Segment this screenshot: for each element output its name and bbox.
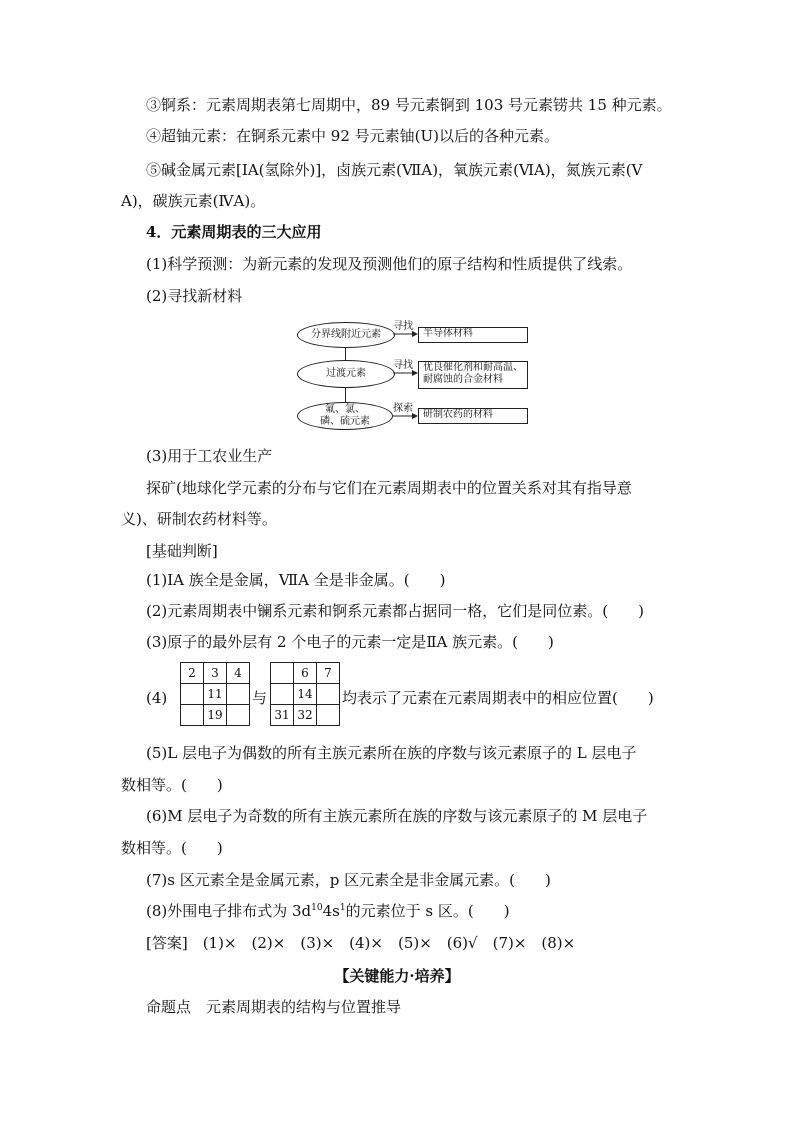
text-line: ④超铀元素：在锕系元素中 92 号元素铀(U)以后的各种元素。 bbox=[146, 127, 559, 145]
grid-cell: 19 bbox=[204, 705, 227, 726]
grid-cell bbox=[317, 705, 340, 726]
grid-cell: 14 bbox=[294, 684, 317, 705]
section-title: 【关键能力·培养】 bbox=[334, 967, 460, 985]
text-line: 探矿(地球化学元素的分布与它们在元素周期表中的位置关系对其有指导意 bbox=[146, 479, 632, 497]
grid-cell: 2 bbox=[181, 663, 204, 684]
diagram-target: 半导体材料 bbox=[418, 327, 528, 343]
periodic-grid-right bbox=[270, 662, 340, 726]
question-4-prefix: (4) bbox=[146, 689, 168, 707]
grid-cell bbox=[271, 684, 294, 705]
q8-text: 4s bbox=[322, 902, 340, 920]
topic-heading: 命题点 元素周期表的结构与位置推导 bbox=[146, 998, 402, 1016]
text-line: (1)科学预测：为新元素的发现及预测他们的原子结构和性质提供了线索。 bbox=[146, 255, 633, 273]
question-1: (1)ⅠA 族全是金属，ⅦA 全是非金属。( ) bbox=[146, 571, 446, 589]
question-3: (3)原子的最外层有 2 个电子的元素一定是ⅡA 族元素。( ) bbox=[146, 633, 554, 651]
text-line: A)，碳族元素(ⅣA)。 bbox=[121, 192, 266, 210]
text-line: ③锕系：元素周期表第七周期中，89 号元素锕到 103 号元素铹共 15 种元素。 bbox=[146, 96, 672, 114]
grid-cell: 3 bbox=[204, 663, 227, 684]
diagram-node: 过渡元素 bbox=[297, 360, 395, 388]
diagram-target: 研制农药的材料 bbox=[418, 408, 528, 424]
question-8 bbox=[146, 901, 510, 921]
grid-cell: 11 bbox=[204, 684, 227, 705]
connector-line bbox=[345, 386, 346, 402]
question-6: (6)M 层电子为奇数的所有主族元素所在族的序数与该元素原子的 M 层电子 bbox=[146, 807, 648, 825]
grid-cell: 6 bbox=[294, 663, 317, 684]
text-line: (2)寻找新材料 bbox=[146, 287, 243, 305]
arrow-label: 寻找 bbox=[393, 321, 413, 332]
text-line: 义)、研制农药材料等。 bbox=[121, 510, 277, 528]
q8-superscript: 1 bbox=[339, 903, 346, 913]
question-5-cont: 数相等。( ) bbox=[121, 776, 223, 794]
periodic-grid-left bbox=[180, 662, 250, 726]
judge-title: [基础判断] bbox=[146, 542, 218, 560]
grid-cell bbox=[271, 663, 294, 684]
grid-cell: 7 bbox=[317, 663, 340, 684]
grid-cell: 32 bbox=[294, 705, 317, 726]
connector-line bbox=[345, 346, 346, 360]
text-line: (3)用于工农业生产 bbox=[146, 447, 273, 465]
q8-superscript: 10 bbox=[311, 903, 323, 913]
grid-cell bbox=[227, 684, 250, 705]
grid-cell bbox=[181, 684, 204, 705]
question-6-cont: 数相等。( ) bbox=[121, 839, 223, 857]
arrow-label: 寻找 bbox=[393, 360, 413, 371]
q8-text: 的元素位于 s 区。( ) bbox=[345, 902, 510, 920]
q8-text: (8)外围电子排布式为 3d bbox=[146, 902, 312, 920]
diagram-node: 氟、氯、磷、硫元素 bbox=[297, 402, 393, 430]
section-heading: 4．元素周期表的三大应用 bbox=[146, 223, 322, 241]
grid-cell bbox=[227, 705, 250, 726]
question-4-suffix: 均表示了元素在元素周期表中的相应位置( ) bbox=[342, 689, 654, 707]
question-2: (2)元素周期表中镧系元素和锕系元素都占据同一格，它们是同位素。( ) bbox=[146, 602, 644, 620]
grid-cell: 4 bbox=[227, 663, 250, 684]
question-7: (7)s 区元素全是金属元素，p 区元素全是非金属元素。( ) bbox=[146, 871, 551, 889]
grid-cell bbox=[317, 684, 340, 705]
diagram-target: 优良催化剂和耐高温、耐腐蚀的合金材料 bbox=[418, 361, 528, 389]
answer-line: [答案] (1)× (2)× (3)× (4)× (5)× (6)√ (7)× (8)× bbox=[146, 934, 576, 952]
grid-cell bbox=[181, 705, 204, 726]
diagram-node: 分界线附近元素 bbox=[297, 322, 395, 348]
grid-cell: 31 bbox=[271, 705, 294, 726]
text-line: ⑤碱金属元素[ⅠA(氢除外)]，卤族元素(ⅦA)，氧族元素(ⅥA)，氮族元素(Ⅴ bbox=[146, 161, 643, 179]
question-5: (5)L 层电子为偶数的所有主族元素所在族的序数与该元素原子的 L 层电子 bbox=[146, 744, 637, 762]
question-4-mid: 与 bbox=[252, 689, 268, 707]
arrow-label: 探索 bbox=[393, 403, 413, 414]
